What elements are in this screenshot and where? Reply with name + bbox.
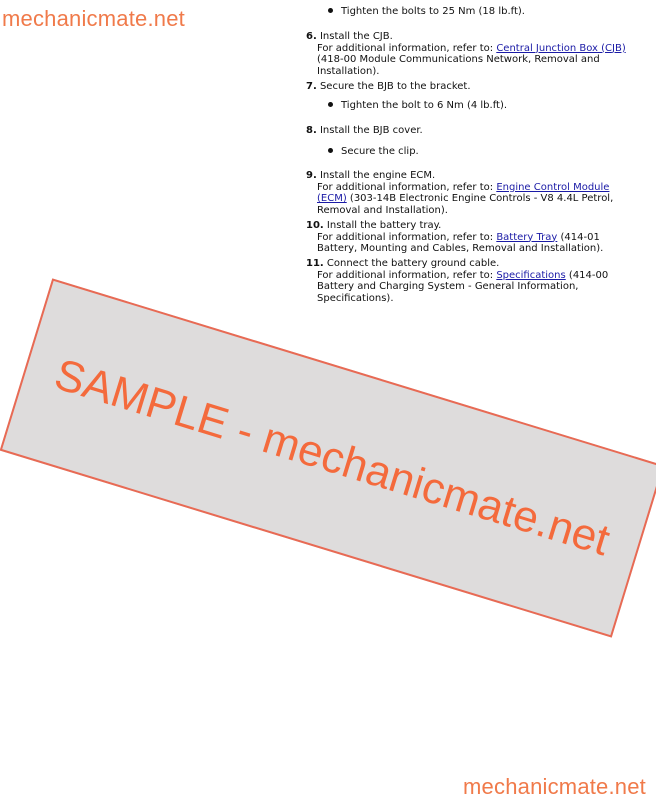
sample-watermark-stamp bbox=[0, 278, 656, 637]
step-text: Install the battery tray. bbox=[326, 220, 442, 231]
watermark-top: mechanicmate.net bbox=[2, 6, 185, 31]
bullet-tighten-bolts: Tighten the bolts to 25 Nm (18 lb.ft). bbox=[328, 6, 525, 18]
step-text: Secure the BJB to the bracket. bbox=[319, 81, 471, 92]
step-text: Connect the battery ground cable. bbox=[326, 258, 500, 269]
step-number: 9. bbox=[306, 170, 317, 181]
link-specifications[interactable]: Specifications bbox=[496, 269, 566, 281]
step-number: 6. bbox=[306, 31, 317, 42]
step-10: 10. Install the battery tray. For additional information, refer to: Battery Tray (414-01 Battery, Mounting and Cables, Removal and Installation). bbox=[306, 220, 604, 255]
bullet-icon bbox=[328, 148, 333, 153]
step-8 bbox=[306, 125, 626, 137]
step-6: 6. Install the CJB. For additional information, refer to: Central Junction Box (CJB) (418-00 Module Communications Network, Removal and Installation). bbox=[306, 31, 626, 77]
bullet-icon bbox=[328, 102, 333, 107]
watermark-bottom: mechanicmate.net bbox=[463, 774, 646, 799]
step-7 bbox=[306, 81, 626, 93]
bullet-tighten-bolt: Tighten the bolt to 6 Nm (4 lb.ft). bbox=[328, 100, 507, 112]
step-text: Install the CJB. bbox=[319, 31, 393, 42]
step-number: 8. bbox=[306, 125, 317, 136]
link-central-junction-box[interactable]: Central Junction Box (CJB) bbox=[496, 42, 626, 54]
bullet-icon bbox=[328, 8, 333, 13]
step-number: 10. bbox=[306, 220, 324, 231]
link-battery-tray[interactable]: Battery Tray bbox=[496, 231, 558, 243]
bullet-secure-clip: Secure the clip. bbox=[328, 146, 419, 158]
step-number: 7. bbox=[306, 81, 317, 92]
step-text: Install the BJB cover. bbox=[319, 125, 423, 136]
link-engine-control-module[interactable]: Engine Control Module (ECM) bbox=[317, 181, 610, 205]
step-9: 9. Install the engine ECM. For additional information, refer to: Engine Control Module (ECM) (303-14B Electronic Engine Controls - V8 4.4L Petrol, Removal and Installation). bbox=[306, 170, 614, 216]
step-number: 11. bbox=[306, 258, 324, 269]
sample-watermark-text: SAMPLE - mechanicmate.net bbox=[49, 349, 616, 566]
step-text: Install the engine ECM. bbox=[319, 170, 436, 181]
step-11: 11. Connect the battery ground cable. For additional information, refer to: Specifications (414-00 Battery and Charging System - General Information, Specifications). bbox=[306, 258, 609, 304]
